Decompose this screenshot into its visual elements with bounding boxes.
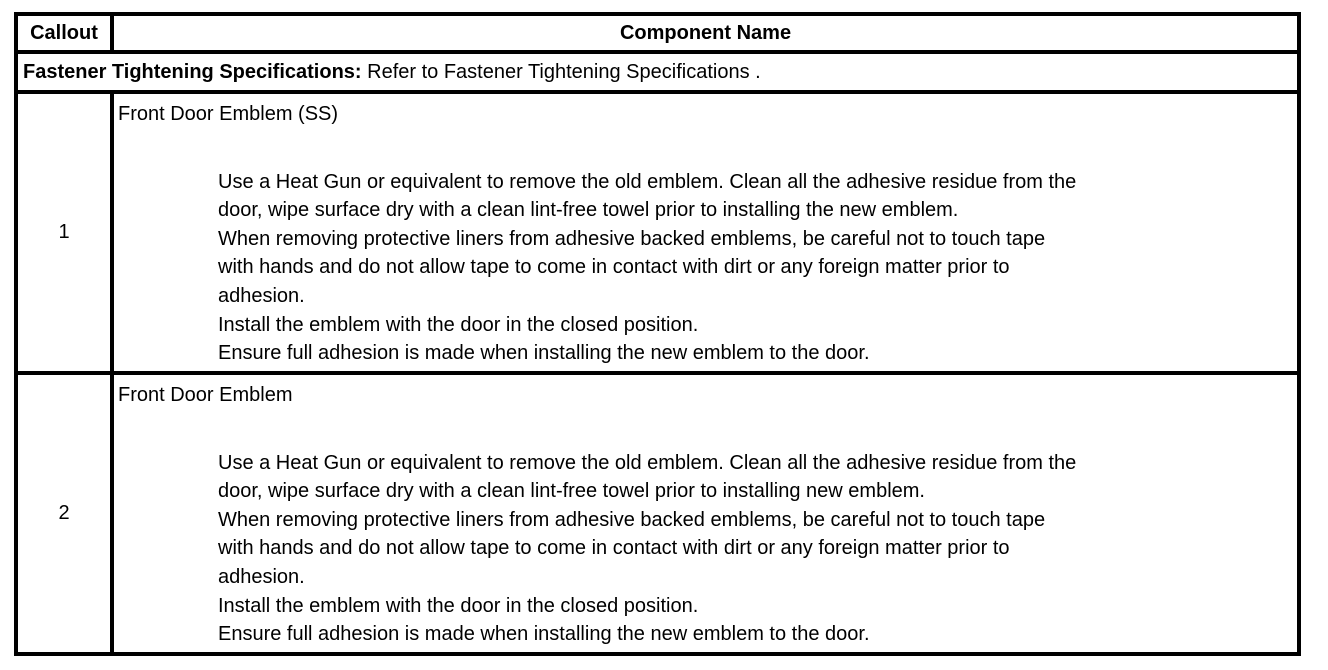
table-row [16, 373, 1299, 654]
table-header-row [16, 14, 1299, 52]
instruction-line: When removing protective liners from adhesive backed emblems, be careful not to touch tape [218, 508, 1046, 531]
header-callout: Callout [16, 14, 112, 52]
instruction-line: Install the emblem with the door in the closed position. [218, 313, 699, 336]
callout-number: 1 [16, 92, 112, 373]
table-row [16, 92, 1299, 373]
instruction-line: Ensure full adhesion is made when installing the new emblem to the door. [218, 342, 870, 365]
instruction-line: door, wipe surface dry with a clean lint-free towel prior to installing the new emblem. [218, 199, 959, 222]
fastener-spec-text: Refer to Fastener Tightening Specifications . [361, 60, 761, 83]
component-table [14, 12, 1301, 656]
component-cell [112, 373, 1299, 654]
fastener-spec-label: Fastener Tightening Specifications: [23, 60, 362, 83]
instruction-line: Use a Heat Gun or equivalent to remove the old emblem. Clean all the adhesive residue from the [218, 451, 1077, 474]
component-cell [112, 92, 1299, 373]
instruction-line: Use a Heat Gun or equivalent to remove the old emblem. Clean all the adhesive residue from the [218, 170, 1077, 193]
header-component-name: Component Name [112, 14, 1299, 52]
component-name: Front Door Emblem [118, 384, 293, 406]
instruction-line: door, wipe surface dry with a clean lint-free towel prior to installing new emblem. [218, 480, 925, 503]
component-name: Front Door Emblem (SS) [118, 103, 339, 125]
instruction-line: Install the emblem with the door in the closed position. [218, 594, 699, 617]
component-instructions [218, 168, 1293, 368]
instruction-line: with hands and do not allow tape to come in contact with dirt or any foreign matter prior to [218, 537, 1010, 560]
instruction-line: adhesion. [218, 565, 305, 588]
instruction-line: Ensure full adhesion is made when installing the new emblem to the door. [218, 623, 870, 646]
fastener-spec-cell [16, 52, 1299, 92]
instruction-line: When removing protective liners from adhesive backed emblems, be careful not to touch tape [218, 227, 1046, 250]
callout-number: 2 [16, 373, 112, 654]
instruction-line: with hands and do not allow tape to come in contact with dirt or any foreign matter prior to [218, 256, 1010, 279]
instruction-line: adhesion. [218, 284, 305, 307]
fastener-spec-row [16, 52, 1299, 92]
component-instructions [218, 449, 1293, 649]
